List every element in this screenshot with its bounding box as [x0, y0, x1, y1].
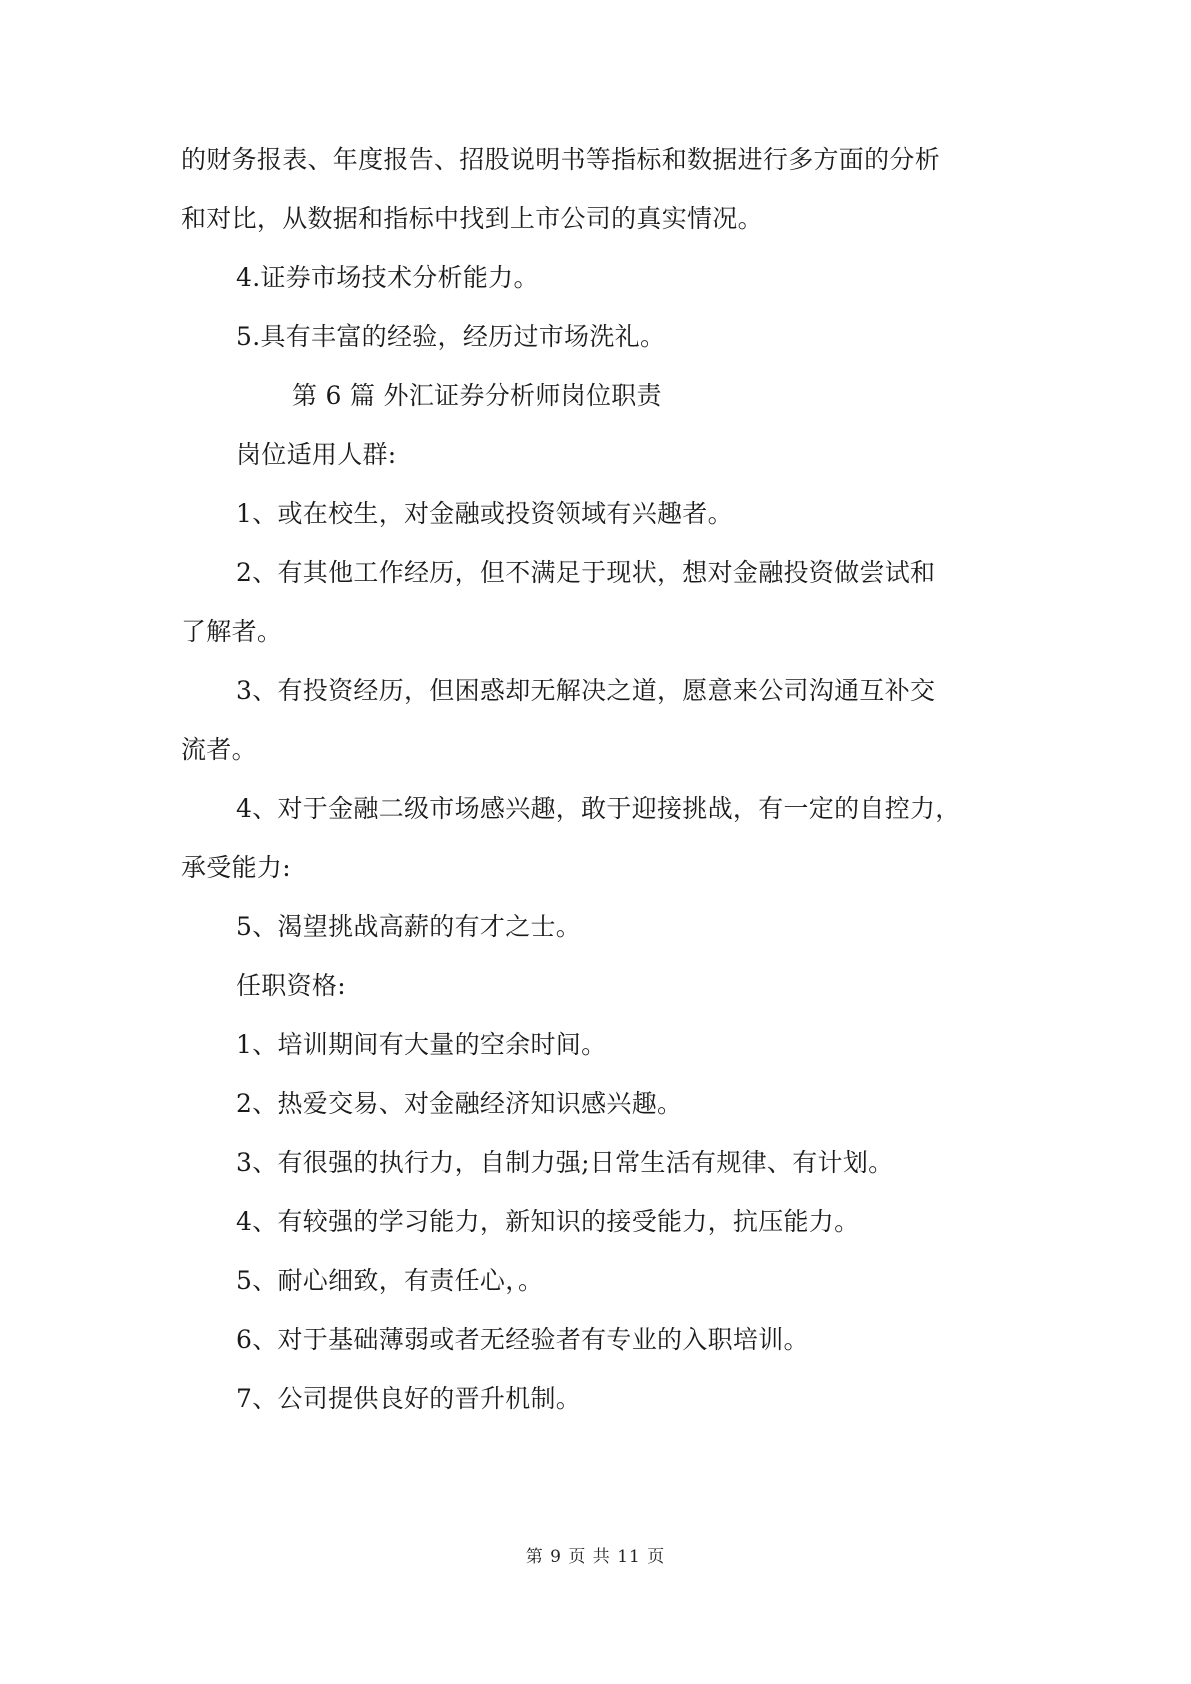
- list-item: 3、有投资经历，但困惑却无解决之道，愿意来公司沟通互补交: [236, 676, 936, 705]
- list-item: 3、有很强的执行力，自制力强;日常生活有规律、有计划。: [236, 1148, 894, 1177]
- list-item: 1、或在校生，对金融或投资领域有兴趣者。: [236, 499, 733, 528]
- list-item: 2、热爱交易、对金融经济知识感兴趣。: [236, 1089, 683, 1118]
- list-item: 4、有较强的学习能力，新知识的接受能力，抗压能力。: [236, 1207, 860, 1236]
- subsection-label: 任职资格:: [236, 971, 346, 1000]
- list-item: 5.具有丰富的经验，经历过市场洗礼。: [236, 322, 666, 351]
- section-heading: 第 6 篇 外汇证券分析师岗位职责: [292, 381, 662, 410]
- list-item: 4、对于金融二级市场感兴趣，敢于迎接挑战，有一定的自控力，: [236, 794, 961, 823]
- list-item: 2、有其他工作经历，但不满足于现状，想对金融投资做尝试和: [236, 558, 936, 587]
- paragraph-line: 了解者。: [181, 617, 283, 646]
- paragraph-line: 承受能力:: [181, 853, 291, 882]
- paragraph-line: 的财务报表、年度报告、招股说明书等指标和数据进行多方面的分析: [181, 145, 941, 174]
- paragraph-line: 和对比，从数据和指标中找到上市公司的真实情况。: [181, 204, 763, 233]
- list-item: 1、培训期间有大量的空余时间。: [236, 1030, 607, 1059]
- page-footer: 第 9 页 共 11 页: [525, 1547, 666, 1567]
- paragraph-line: 流者。: [181, 735, 257, 764]
- list-item: 5、耐心细致，有责任心，。: [236, 1266, 544, 1295]
- list-item: 6、对于基础薄弱或者无经验者有专业的入职培训。: [236, 1325, 809, 1354]
- list-item: 4.证券市场技术分析能力。: [236, 263, 539, 292]
- subsection-label: 岗位适用人群:: [236, 440, 397, 469]
- list-item: 5、渴望挑战高薪的有才之士。: [236, 912, 582, 941]
- list-item: 7、公司提供良好的晋升机制。: [236, 1384, 582, 1413]
